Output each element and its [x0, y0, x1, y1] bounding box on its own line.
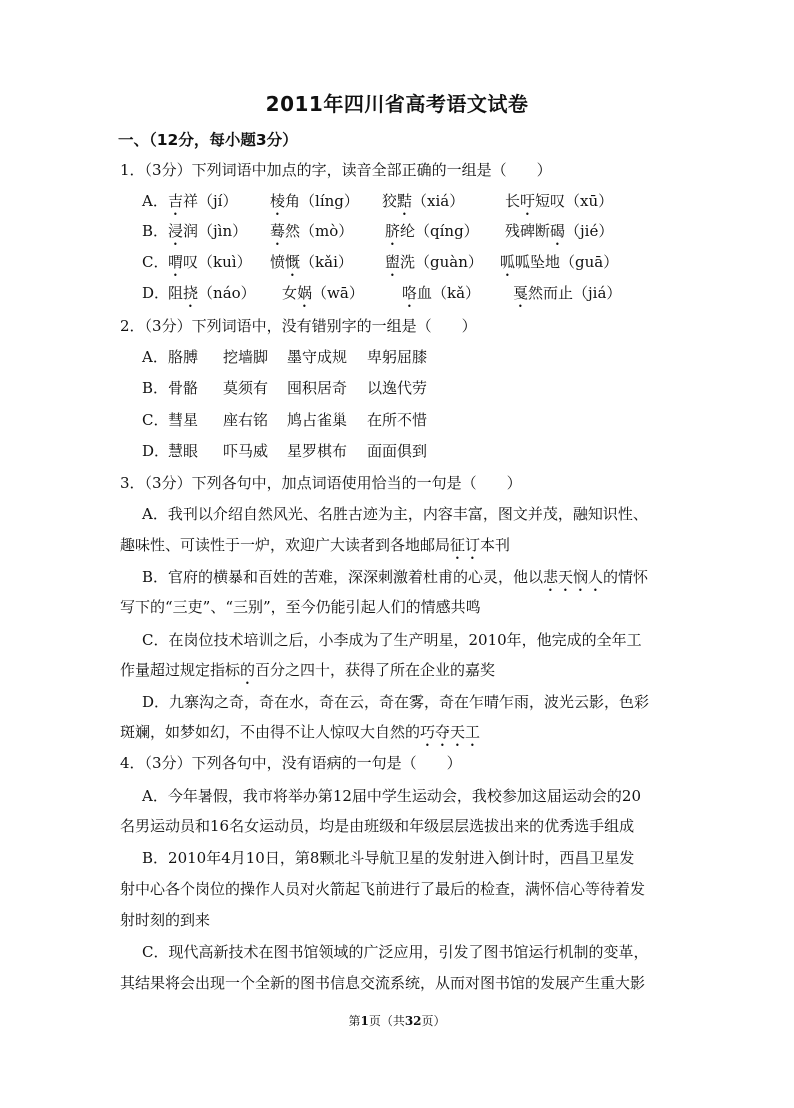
q1b-word-1: 浸润（jìn）: [168, 222, 248, 240]
q2b-word-3: 囤积居奇: [287, 379, 348, 397]
q1a-word-2: 棱角（líng）: [270, 192, 359, 210]
q1-stem: 1．（3分）下列词语中加点的字，读音全部正确的一组是（ ）: [120, 161, 552, 179]
q2c-word-2: 座右铭: [223, 411, 269, 429]
q4-option-b-line-3: 射时刻的到来: [120, 911, 211, 929]
q2b-word-4: 以逸代劳: [367, 379, 428, 397]
q2d-word-4: 面面俱到: [367, 442, 428, 460]
q2a-word-3: 墨守成规: [287, 348, 348, 366]
q1b-word-2: 蓦然（mò）: [270, 222, 354, 240]
option-letter: A．: [142, 192, 168, 210]
section-heading: 一、（12分，每小题3分）: [118, 131, 298, 149]
exam-title: 2011年四川省高考语文试卷: [265, 92, 529, 116]
q2d-word-3: 星罗棋布: [287, 442, 348, 460]
q4-option-c-line-1: C．现代高新技术在图书馆领域的广泛应用，引发了图书馆运行机制的变革，: [142, 943, 649, 961]
q4-option-b-line-2: 射中心各个岗位的操作人员对火箭起飞前进行了最后的检查，满怀信心等待着发: [120, 880, 646, 898]
page-total: 32: [404, 1014, 422, 1028]
q3-option-b-line-2: 写下的“三吏”、“三别”，至今仍能引起人们的情感共鸣: [120, 598, 481, 616]
q4-option-c-line-2: 其结果将会出现一个全新的图书信息交流系统，从而对图书馆的发展产生重大影: [120, 974, 646, 992]
q3-option-d-line-1: D．九寨沟之奇，奇在水，奇在云，奇在雾，奇在乍晴乍雨，波光云影，色彩: [142, 693, 650, 711]
q1c-word-3: 盥洗（guàn）: [385, 253, 483, 271]
option-letter: D．: [142, 442, 170, 460]
page-number: 1: [360, 1014, 369, 1028]
q2c-word-4: 在所不惜: [367, 411, 428, 429]
q2b-word-2: 莫须有: [223, 379, 269, 397]
q3-stem: 3．（3分）下列各句中，加点词语使用恰当的一句是（ ）: [120, 474, 522, 492]
q2a-word-2: 挖墙脚: [223, 348, 269, 366]
q1d-word-3: 咯血（kǎ）: [402, 284, 481, 302]
option-letter: B．: [142, 379, 169, 397]
q1d-word-4: 戛然而止（jiá）: [513, 284, 622, 302]
q1c-word-2: 愤慨（kǎi）: [270, 253, 353, 271]
q3-option-c-line-2: 作量超过规定指标的百分之四十，获得了所在企业的嘉奖: [120, 661, 496, 679]
option-letter: B．: [142, 222, 169, 240]
q1c-word-4: 呱呱坠地（guā）: [500, 253, 619, 271]
q4-stem: 4．（3分）下列各句中，没有语病的一句是（ ）: [120, 754, 462, 772]
q1b-word-3: 脐纶（qíng）: [385, 222, 479, 240]
q4-option-a-line-1: A．今年暑假，我市将举办第12届中学生运动会，我校参加这届运动会的20: [142, 787, 642, 805]
q1a-word-3: 狡黠（xiá）: [382, 192, 465, 210]
option-letter: C．: [142, 253, 169, 271]
q1b-word-4: 残碑断碣（jié）: [505, 222, 614, 240]
q2d-word-2: 吓马威: [223, 442, 269, 460]
q2b-word-1: 骨骼: [168, 379, 199, 397]
q2c-word-1: 彗星: [168, 411, 199, 429]
q2-stem: 2．（3分）下列词语中，没有错别字的一组是（ ）: [120, 317, 477, 335]
q4-option-a-line-2: 名男运动员和16名女运动员，均是由班级和年级层层选拔出来的优秀选手组成: [120, 817, 635, 835]
option-letter: D．: [142, 284, 170, 302]
q2a-word-4: 卑躬屈膝: [367, 348, 428, 366]
q1a-word-4: 长吁短叹（xū）: [505, 192, 614, 210]
q3-option-c-line-1: C．在岗位技术培训之后，小李成为了生产明星，2010年，他完成的全年工: [142, 631, 642, 649]
q2a-word-1: 胳膊: [168, 348, 199, 366]
q4-option-b-line-1: B．2010年4月10日，第8颗北斗导航卫星的发射进入倒计时，西昌卫星发: [142, 849, 635, 867]
q1d-word-1: 阻挠（náo）: [168, 284, 256, 302]
q3-option-d-line-2: 斑斓，如梦如幻，不由得不让人惊叹大自然的巧夺天工: [120, 723, 481, 741]
q3-option-a-line-2: 趣味性、可读性于一炉，欢迎广大读者到各地邮局征订本刊: [120, 536, 511, 554]
option-letter: C．: [142, 411, 169, 429]
q2c-word-3: 鸠占雀巢: [287, 411, 348, 429]
page-footer: 第1页（共32页）: [348, 1014, 446, 1028]
q2d-word-1: 慧眼: [168, 442, 199, 460]
q1c-word-1: 喟叹（kuì）: [168, 253, 252, 271]
option-letter: A．: [142, 348, 168, 366]
q3-option-b-line-1: B．官府的横暴和百姓的苦难，深深刺激着杜甫的心灵，他以悲天悯人的情怀: [142, 568, 649, 586]
q1a-word-1: 吉祥（jí）: [168, 192, 238, 210]
q1d-word-2: 女娲（wā）: [282, 284, 364, 302]
q3-option-a-line-1: A．我刊以介绍自然风光、名胜古迹为主，内容丰富，图文并茂，融知识性、: [142, 505, 648, 523]
